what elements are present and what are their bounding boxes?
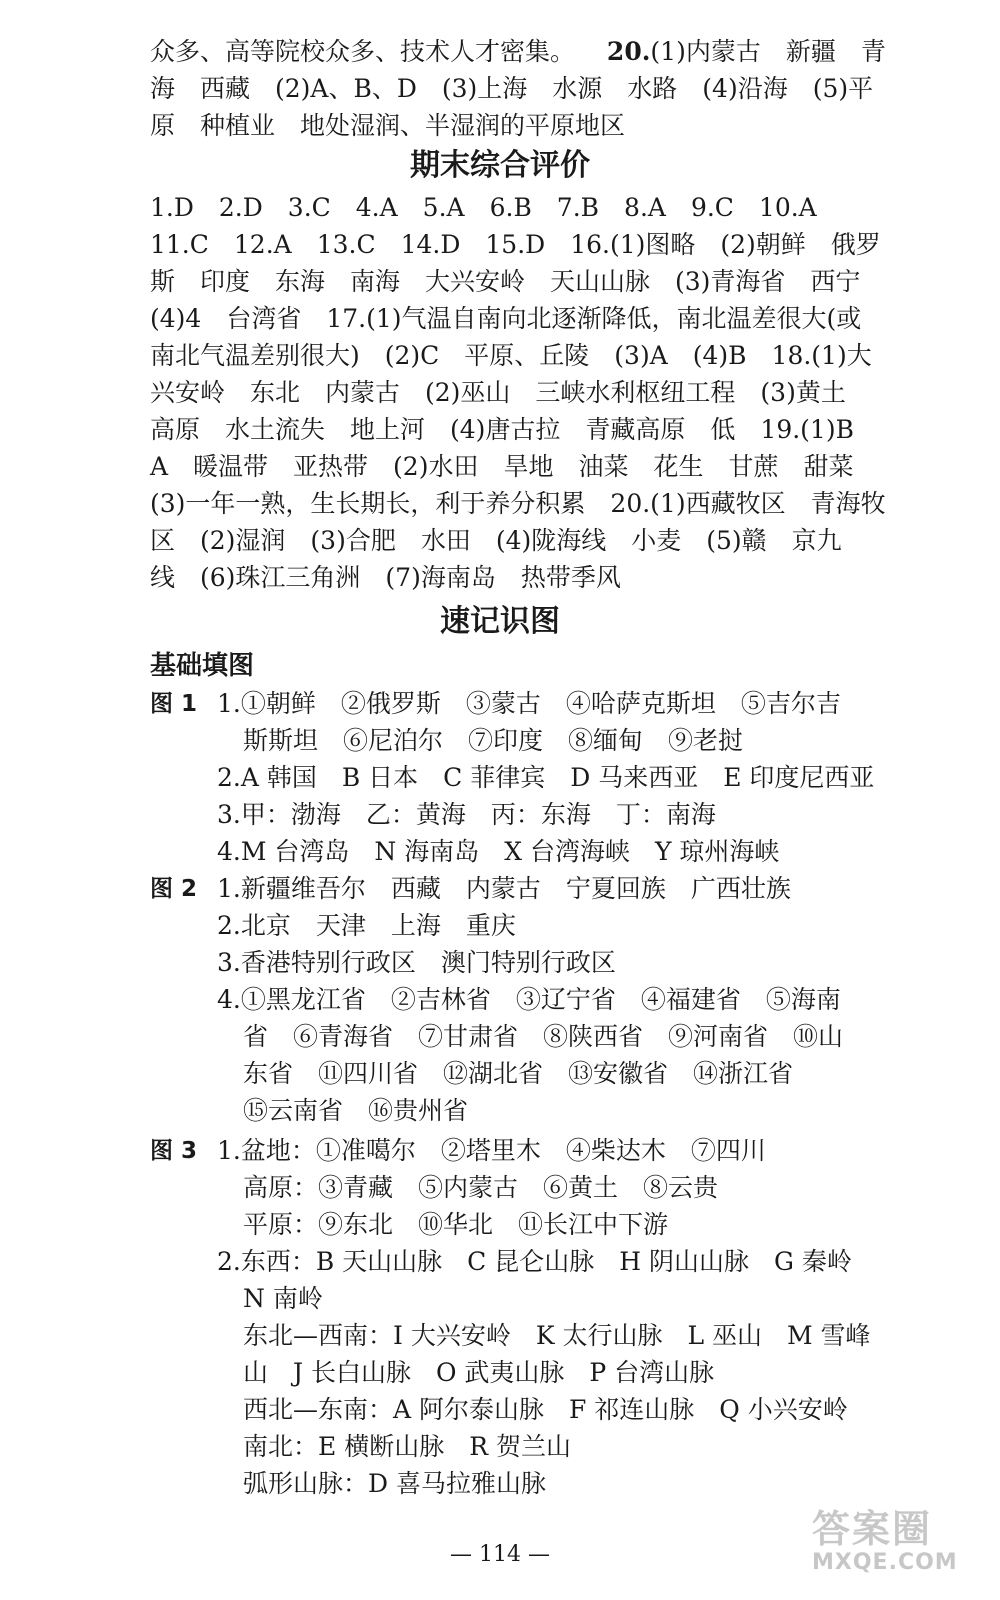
answer-line: 高原 水土流失 地上河 (4)唐古拉 青藏高原 低 19.(1)B <box>150 415 854 444</box>
subsection-title-basic-fill: 基础填图 <box>150 651 255 681</box>
answer-line: (4)4 台湾省 17.(1)气温自南向北逐渐降低，南北温差很大(或 <box>150 304 862 333</box>
figure-answer-line: 东北—西南：I 大兴安岭 K 太行山脉 L 巫山 M 雪峰 <box>243 1321 871 1350</box>
figure-answer-line: 3.甲：渤海 乙：黄海 丙：东海 丁：南海 <box>217 800 716 829</box>
figure-answer-line: 2.A 韩国 B 日本 C 菲律宾 D 马来西亚 E 印度尼西亚 <box>217 763 875 792</box>
figure-answer-line: 高原：③青藏 ⑤内蒙古 ⑥黄土 ⑧云贵 <box>243 1173 719 1202</box>
figure-answer-line: 4.M 台湾岛 N 海南岛 X 台湾海峡 Y 琼州海峡 <box>217 837 780 866</box>
answer-line: 南北气温差别很大) (2)C 平原、丘陵 (3)A (4)B 18.(1)大 <box>150 341 872 370</box>
figure-answer-line: 西北—东南：A 阿尔泰山脉 F 祁连山脉 Q 小兴安岭 <box>243 1395 848 1424</box>
watermark-bottom-text: MXQE.COM <box>812 1550 958 1575</box>
answer-line: 区 (2)湿润 (3)合肥 水田 (4)陇海线 小麦 (5)赣 京九 <box>150 526 842 555</box>
top-answer-line-1: 众多、高等院校众多、技术人才密集。 20.(1)内蒙古 新疆 青 <box>150 37 886 66</box>
figure-answer-line: 2.北京 天津 上海 重庆 <box>217 911 516 940</box>
figure-answer-line: 1.①朝鲜 ②俄罗斯 ③蒙古 ④哈萨克斯坦 ⑤吉尔吉 <box>217 689 841 718</box>
answer-line: 线 (6)珠江三角洲 (7)海南岛 热带季风 <box>150 563 621 592</box>
figure-answer-line: 山 J 长白山脉 O 武夷山脉 P 台湾山脉 <box>243 1358 715 1387</box>
answer-line: A 暖温带 亚热带 (2)水田 旱地 油菜 花生 甘蔗 甜菜 <box>150 452 854 481</box>
section-title-final-review: 期末综合评价 <box>410 148 590 183</box>
figure-answer-line: 东省 ⑪四川省 ⑫湖北省 ⑬安徽省 ⑭浙江省 <box>243 1059 794 1088</box>
question-number: 20. <box>606 37 651 66</box>
figure-answer-line: 1.盆地：①准噶尔 ②塔里木 ④柴达木 ⑦四川 <box>217 1136 766 1165</box>
figure-answer-line: 2.东西：B 天山山脉 C 昆仑山脉 H 阴山山脉 G 秦岭 <box>217 1247 852 1276</box>
page-number: — 114 — <box>450 1542 550 1567</box>
figure-answer-line: 3.香港特别行政区 澳门特别行政区 <box>217 948 616 977</box>
figure-label: 图 2 <box>150 876 198 902</box>
answer-line: 1.D 2.D 3.C 4.A 5.A 6.B 7.B 8.A 9.C 10.A <box>150 193 817 222</box>
figure-answer-line: 平原：⑨东北 ⑩华北 ⑪长江中下游 <box>243 1210 669 1239</box>
figure-answer-line: 斯斯坦 ⑥尼泊尔 ⑦印度 ⑧缅甸 ⑨老挝 <box>243 726 744 755</box>
figure-answer-line: N 南岭 <box>243 1284 323 1313</box>
answer-line: (3)一年一熟，生长期长，利于养分积累 20.(1)西藏牧区 青海牧 <box>150 489 886 518</box>
answer-line: 兴安岭 东北 内蒙古 (2)巫山 三峡水利枢纽工程 (3)黄土 <box>150 378 846 407</box>
figure-answer-line: 1.新疆维吾尔 西藏 内蒙古 宁夏回族 广西壮族 <box>217 874 791 903</box>
figure-label: 图 3 <box>150 1138 198 1164</box>
figure-label: 图 1 <box>150 691 198 717</box>
top-answer-line-2: 海 西藏 (2)A、B、D (3)上海 水源 水路 (4)沿海 (5)平 <box>150 74 874 103</box>
figure-answer-line: 4.①黑龙江省 ②吉林省 ③辽宁省 ④福建省 ⑤海南 <box>217 985 841 1014</box>
watermark-top-text: 答案圈 <box>812 1507 933 1551</box>
answer-line: 斯 印度 东海 南海 大兴安岭 天山山脉 (3)青海省 西宁 <box>150 267 861 296</box>
watermark-logo <box>812 1508 982 1588</box>
figure-answer-line: 南北：E 横断山脉 R 贺兰山 <box>243 1432 571 1461</box>
figure-answer-line: 省 ⑥青海省 ⑦甘肃省 ⑧陕西省 ⑨河南省 ⑩山 <box>243 1022 844 1051</box>
figure-answer-line: 弧形山脉：D 喜马拉雅山脉 <box>243 1469 546 1498</box>
top-answer-line-3: 原 种植业 地处湿润、半湿润的平原地区 <box>150 111 626 140</box>
answer-line: 11.C 12.A 13.C 14.D 15.D 16.(1)图略 (2)朝鲜 俄罗 <box>150 230 881 259</box>
figure-answer-line: ⑮云南省 ⑯贵州省 <box>243 1096 469 1125</box>
section-title-quick-map: 速记识图 <box>440 604 560 639</box>
